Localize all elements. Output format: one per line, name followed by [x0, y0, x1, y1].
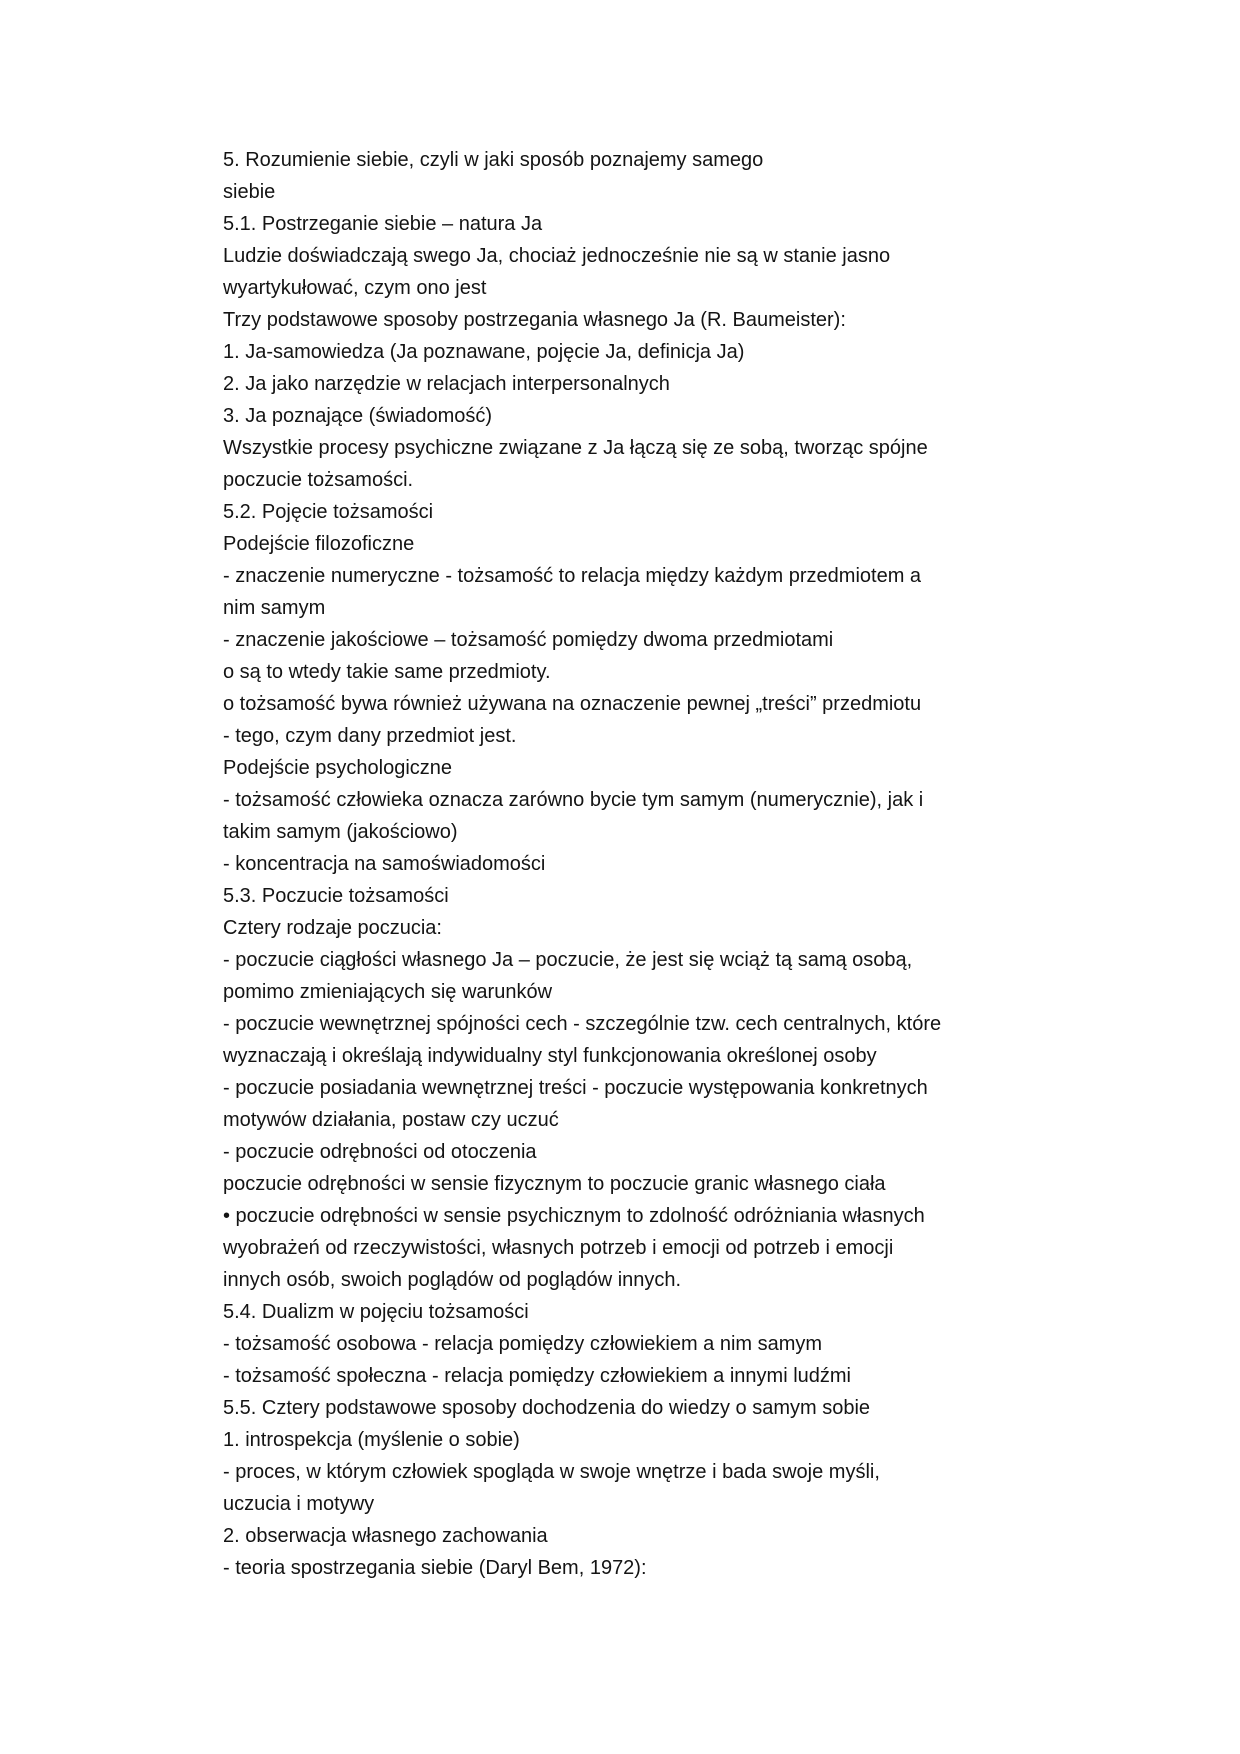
text-line: poczucie odrębności w sensie fizycznym to poczucie granic własnego ciała [223, 1173, 886, 1195]
text-line: siebie [223, 181, 276, 203]
text-line: Cztery rodzaje poczucia: [223, 917, 442, 939]
section-heading-5-5: 5.5. Cztery podstawowe sposoby dochodzenia do wiedzy o samym sobie [223, 1397, 871, 1419]
text-line: - tego, czym dany przedmiot jest. [223, 725, 517, 747]
section-heading-5-4: 5.4. Dualizm w pojęciu tożsamości [223, 1301, 529, 1323]
list-item: - koncentracja na samoświadomości [223, 853, 546, 875]
text-line: nim samym [223, 597, 326, 619]
text-line: Trzy podstawowe sposoby postrzegania własnego Ja (R. Baumeister): [223, 309, 846, 331]
list-item: 2. Ja jako narzędzie w relacjach interpersonalnych [223, 373, 670, 395]
list-item: - poczucie posiadania wewnętrznej treści - poczucie występowania konkretnych [223, 1077, 928, 1099]
text-line: motywów działania, postaw czy uczuć [223, 1109, 559, 1131]
text-line: Ludzie doświadczają swego Ja, chociaż jednocześnie nie są w stanie jasno [223, 245, 891, 267]
list-item: 3. Ja poznające (świadomość) [223, 405, 493, 427]
list-item: 2. obserwacja własnego zachowania [223, 1525, 548, 1547]
list-item: o tożsamość bywa również używana na oznaczenie pewnej „treści” przedmiotu [223, 693, 922, 715]
subheading: Podejście filozoficzne [223, 533, 415, 555]
subheading: Podejście psychologiczne [223, 757, 453, 779]
text-line: takim samym (jakościowo) [223, 821, 458, 843]
list-item: o są to wtedy takie same przedmioty. [223, 661, 551, 683]
list-item: - tożsamość społeczna - relacja pomiędzy człowiekiem a innymi ludźmi [223, 1365, 851, 1387]
list-item: - poczucie wewnętrznej spójności cech - szczególnie tzw. cech centralnych, które [223, 1013, 942, 1035]
list-item: - tożsamość człowieka oznacza zarówno bycie tym samym (numerycznie), jak i [223, 789, 924, 811]
list-item: • poczucie odrębności w sensie psychicznym to zdolność odróżniania własnych [223, 1205, 925, 1227]
document-body [223, 144, 1223, 1584]
text-line: pomimo zmieniających się warunków [223, 981, 553, 1003]
list-item: - poczucie ciągłości własnego Ja – poczucie, że jest się wciąż tą samą osobą, [223, 949, 913, 971]
list-item: - teoria spostrzegania siebie (Daryl Bem, 1972): [223, 1557, 647, 1579]
text-line: wyobrażeń od rzeczywistości, własnych potrzeb i emocji od potrzeb i emocji [223, 1237, 894, 1259]
list-item: 1. Ja-samowiedza (Ja poznawane, pojęcie Ja, definicja Ja) [223, 341, 745, 363]
section-heading-5-1: 5.1. Postrzeganie siebie – natura Ja [223, 213, 543, 235]
section-heading-5-3: 5.3. Poczucie tożsamości [223, 885, 449, 907]
text-line: wyartykułować, czym ono jest [223, 277, 487, 299]
section-heading-5-2: 5.2. Pojęcie tożsamości [223, 501, 434, 523]
list-item: 1. introspekcja (myślenie o sobie) [223, 1429, 520, 1451]
text-line: wyznaczają i określają indywidualny styl funkcjonowania określonej osoby [223, 1045, 877, 1067]
list-item: - proces, w którym człowiek spogląda w swoje wnętrze i bada swoje myśli, [223, 1461, 880, 1483]
section-heading-5: 5. Rozumienie siebie, czyli w jaki sposób poznajemy samego [223, 149, 764, 171]
text-line: poczucie tożsamości. [223, 469, 414, 491]
list-item: - znaczenie jakościowe – tożsamość pomiędzy dwoma przedmiotami [223, 629, 834, 651]
text-line: uczucia i motywy [223, 1493, 375, 1515]
list-item: - poczucie odrębności od otoczenia [223, 1141, 537, 1163]
list-item: - tożsamość osobowa - relacja pomiędzy człowiekiem a nim samym [223, 1333, 823, 1355]
text-line: Wszystkie procesy psychiczne związane z Ja łączą się ze sobą, tworząc spójne [223, 437, 928, 459]
list-item: - znaczenie numeryczne - tożsamość to relacja między każdym przedmiotem a [223, 565, 922, 587]
text-line: innych osób, swoich poglądów od poglądów innych. [223, 1269, 682, 1291]
